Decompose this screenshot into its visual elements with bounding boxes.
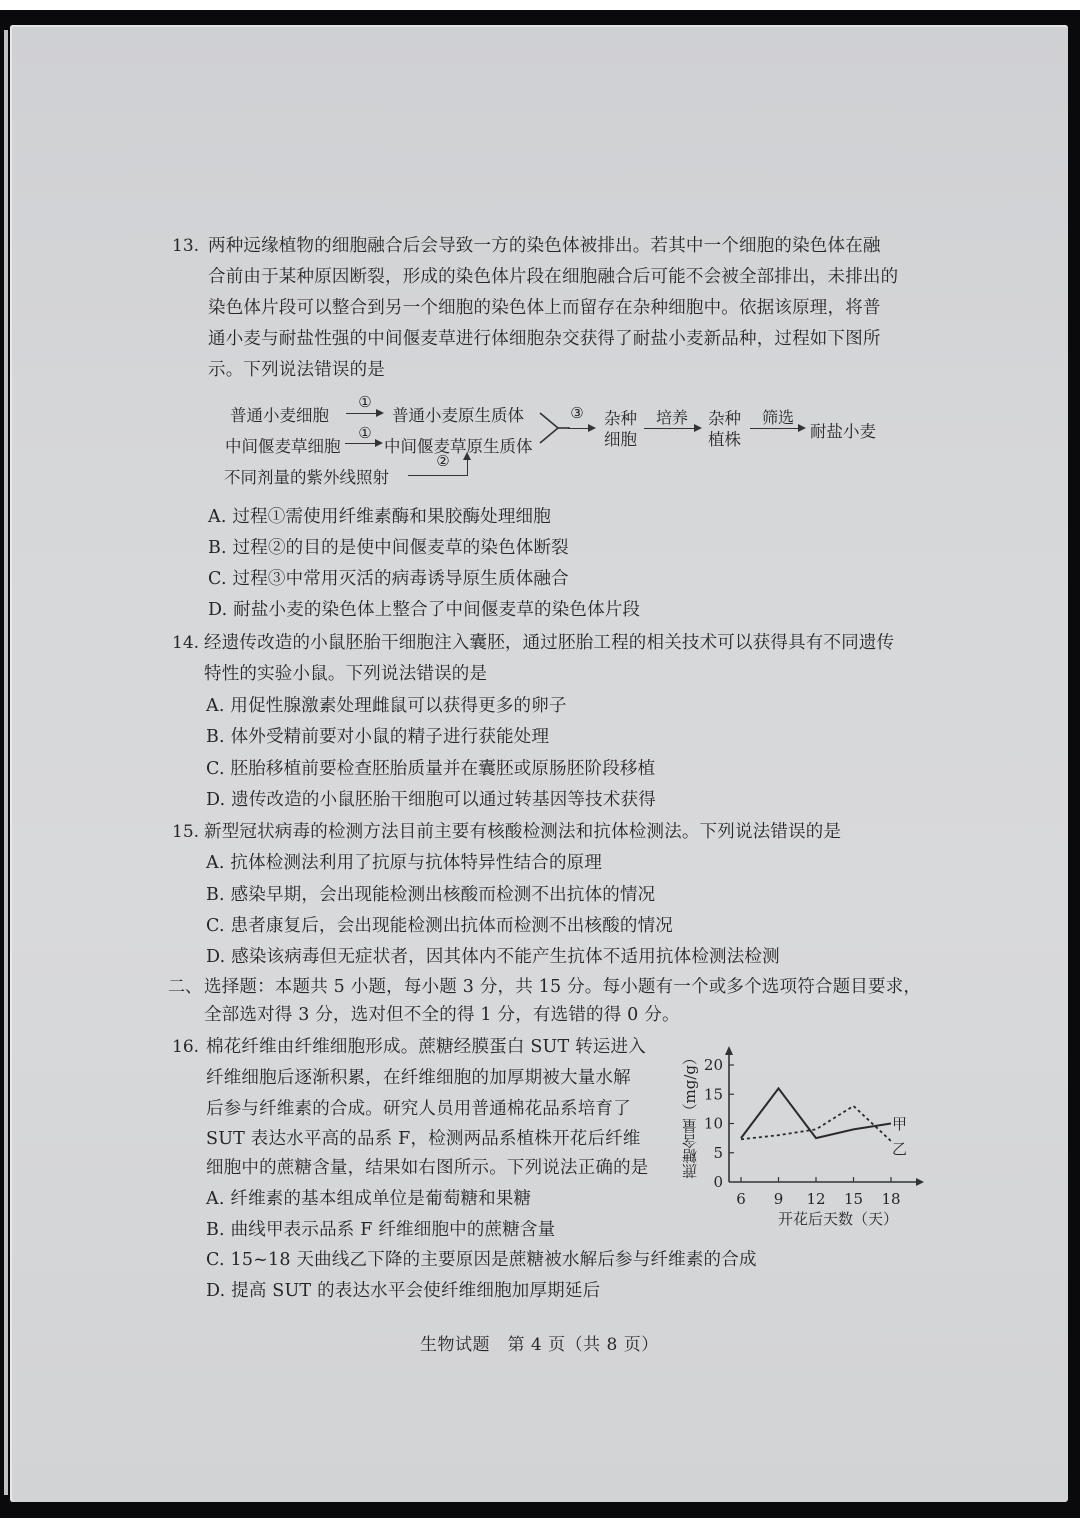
q16-text-line: 纤维细胞后逐渐积累，在纤维细胞的加厚期被大量水解: [206, 1068, 631, 1088]
diagram-line: [408, 475, 468, 476]
diagram-arrow: [346, 413, 382, 414]
chart-x-tick: 12: [806, 1190, 826, 1208]
q16-option-b: B. 曲线甲表示品系 F 纤维细胞中的蔗糖含量: [206, 1220, 556, 1240]
q16-text-line: SUT 表达水平高的品系 F，检测两品系植株开花后纤维: [206, 1129, 641, 1149]
chart-x-axis-arrowhead: [916, 1178, 924, 1186]
diagram-line: [467, 458, 468, 476]
diagram-arrow: [644, 428, 700, 429]
section-2-instructions: 选择题：本题共 5 小题，每小题 3 分，共 15 分。每小题有一个或多个选项符合题目要求，: [204, 977, 922, 997]
diagram-arrow: [568, 428, 594, 429]
diagram-culture-label: 培养: [655, 408, 688, 427]
question-number-14: 14.: [172, 633, 200, 653]
chart-y-tick: 15: [703, 1085, 723, 1104]
q14-option-c: C. 胚胎移植前要检查胚胎质量并在囊胚或原肠胚阶段移植: [206, 759, 656, 779]
question-number-13: 13.: [172, 236, 200, 256]
q13-text-line: 染色体片段可以整合到另一个细胞的染色体上而留存在杂种细胞中。依据该原理，将普: [208, 298, 881, 318]
chart-y-tick: 0: [713, 1173, 723, 1191]
diagram-uv-irradiation: 不同剂量的紫外线照射: [224, 468, 389, 487]
chart-x-tick: 15: [843, 1190, 864, 1208]
chart-y-axis-arrowhead: [725, 1046, 733, 1055]
chart-x-axis-label: 开花后天数（天）: [778, 1210, 899, 1228]
q13-option-b: B. 过程②的目的是使中间偃麦草的染色体断裂: [208, 538, 569, 558]
diagram-hybrid-cell-line: 杂种: [604, 409, 637, 428]
q13-option-d: D. 耐盐小麦的染色体上整合了中间偃麦草的染色体片段: [208, 600, 641, 620]
diagram-step-3-label: ③: [570, 404, 584, 422]
q15-text-line: 新型冠状病毒的检测方法目前主要有核酸检测法和抗体检测法。下列说法错误的是: [204, 822, 842, 842]
q13-option-c: C. 过程③中常用灭活的病毒诱导原生质体融合: [208, 569, 569, 589]
q13-text-line: 通小麦与耐盐性强的中间偃麦草进行体细胞杂交获得了耐盐小麦新品种，过程如下图所: [208, 329, 881, 349]
chart-x-tick: 18: [881, 1190, 901, 1208]
legend-series-jia: 甲: [892, 1115, 908, 1133]
diagram-arrow: [750, 428, 804, 429]
q16-option-c: C. 15~18 天曲线乙下降的主要原因是蔗糖被水解后参与纤维素的合成: [206, 1250, 757, 1270]
q14-text-line: 经遗传改造的小鼠胚胎干细胞注入囊胚，通过胚胎工程的相关技术可以获得具有不同遗传: [204, 633, 895, 653]
q14-option-a: A. 用促性腺激素处理雌鼠可以获得更多的卵子: [206, 696, 567, 716]
question-number-16: 16.: [172, 1037, 200, 1057]
q13-option-a: A. 过程①需使用纤维素酶和果胶酶处理细胞: [208, 507, 551, 527]
chart-series-yi: [741, 1106, 891, 1141]
q15-option-a: A. 抗体检测法利用了抗原与抗体特异性结合的原理: [206, 853, 603, 873]
q15-option-b: B. 感染早期，会出现能检测出核酸而检测不出抗体的情况: [206, 885, 656, 905]
diagram-hybrid-cell: [604, 408, 637, 450]
diagram-salt-tolerant-wheat: 耐盐小麦: [810, 422, 876, 441]
q14-text-line: 特性的实验小鼠。下列说法错误的是: [204, 664, 488, 684]
sucrose-content-chart: [680, 1040, 930, 1235]
chart-y-tick: 20: [703, 1056, 723, 1074]
diagram-hybrid-plant-line: 杂种: [708, 409, 741, 428]
section-2-instructions: 全部选对得 3 分，选对但不全的得 1 分，有选错的得 0 分。: [204, 1005, 680, 1025]
diagram-select-label: 筛选: [761, 408, 794, 427]
q16-text-line: 棉花纤维由纤维细胞形成。蔗糖经膜蛋白 SUT 转运进入: [206, 1037, 646, 1057]
chart-x-tick: 6: [736, 1190, 746, 1208]
diagram-step-1-label: ①: [358, 393, 372, 411]
legend-series-yi: 乙: [892, 1140, 908, 1158]
chart-x-tick: 9: [773, 1190, 784, 1208]
paper-stack-edge: [4, 30, 8, 1495]
diagram-wheat-protoplast: 普通小麦原生质体: [392, 406, 524, 425]
diagram-hybrid-plant: [708, 408, 741, 450]
q13-text-line: 合前由于某种原因断裂，形成的染色体片段在细胞融合后可能不会被全部排出，未排出的: [208, 267, 899, 287]
question-number-15: 15.: [172, 822, 200, 842]
diagram-arrowhead: [463, 452, 471, 460]
q13-text-line: 示。下列说法错误的是: [208, 360, 385, 380]
chart-series-jia: [741, 1088, 891, 1138]
diagram-wheat-cell: 普通小麦细胞: [230, 406, 329, 425]
diagram-wheatgrass-protoplast: 中间偃麦草原生质体: [384, 437, 533, 456]
q14-option-b: B. 体外受精前要对小鼠的精子进行获能处理: [206, 727, 550, 747]
diagram-arrow: [345, 443, 381, 444]
chart-y-tick: 10: [703, 1114, 723, 1133]
q16-option-d: D. 提高 SUT 的表达水平会使纤维细胞加厚期延后: [206, 1281, 601, 1301]
section-2-number: 二、: [168, 977, 202, 997]
q16-option-a: A. 纤维素的基本组成单位是葡萄糖和果糖: [206, 1189, 532, 1209]
chart-y-axis-label: 蔗糖含量（mg/g）: [681, 1050, 699, 1179]
q15-option-d: D. 感染该病毒但无症状者，因其体内不能产生抗体不适用抗体检测法检测: [206, 947, 780, 967]
diagram-hybrid-cell-line: 细胞: [604, 430, 637, 449]
chart-y-tick: 5: [713, 1143, 723, 1162]
diagram-hybrid-plant-line: 植株: [708, 430, 741, 449]
q15-option-c: C. 患者康复后，会出现能检测出抗体而检测不出核酸的情况: [206, 916, 673, 936]
page-footer: 生物试题 第 4 页（共 8 页）: [420, 1335, 659, 1355]
q13-text-line: 两种远缘植物的细胞融合后会导致一方的染色体被排出。若其中一个细胞的染色体在融: [208, 236, 881, 256]
diagram-step-1-label: ①: [358, 424, 372, 442]
q14-option-d: D. 遗传改造的小鼠胚胎干细胞可以通过转基因等技术获得: [206, 790, 656, 810]
diagram-wheatgrass-cell: 中间偃麦草细胞: [225, 437, 341, 456]
q16-text-line: 细胞中的蔗糖含量，结果如右图所示。下列说法正确的是: [206, 1158, 649, 1178]
q16-text-line: 后参与纤维素的合成。研究人员用普通棉花品系培育了: [206, 1099, 631, 1119]
diagram-step-2-label: ②: [436, 452, 450, 470]
